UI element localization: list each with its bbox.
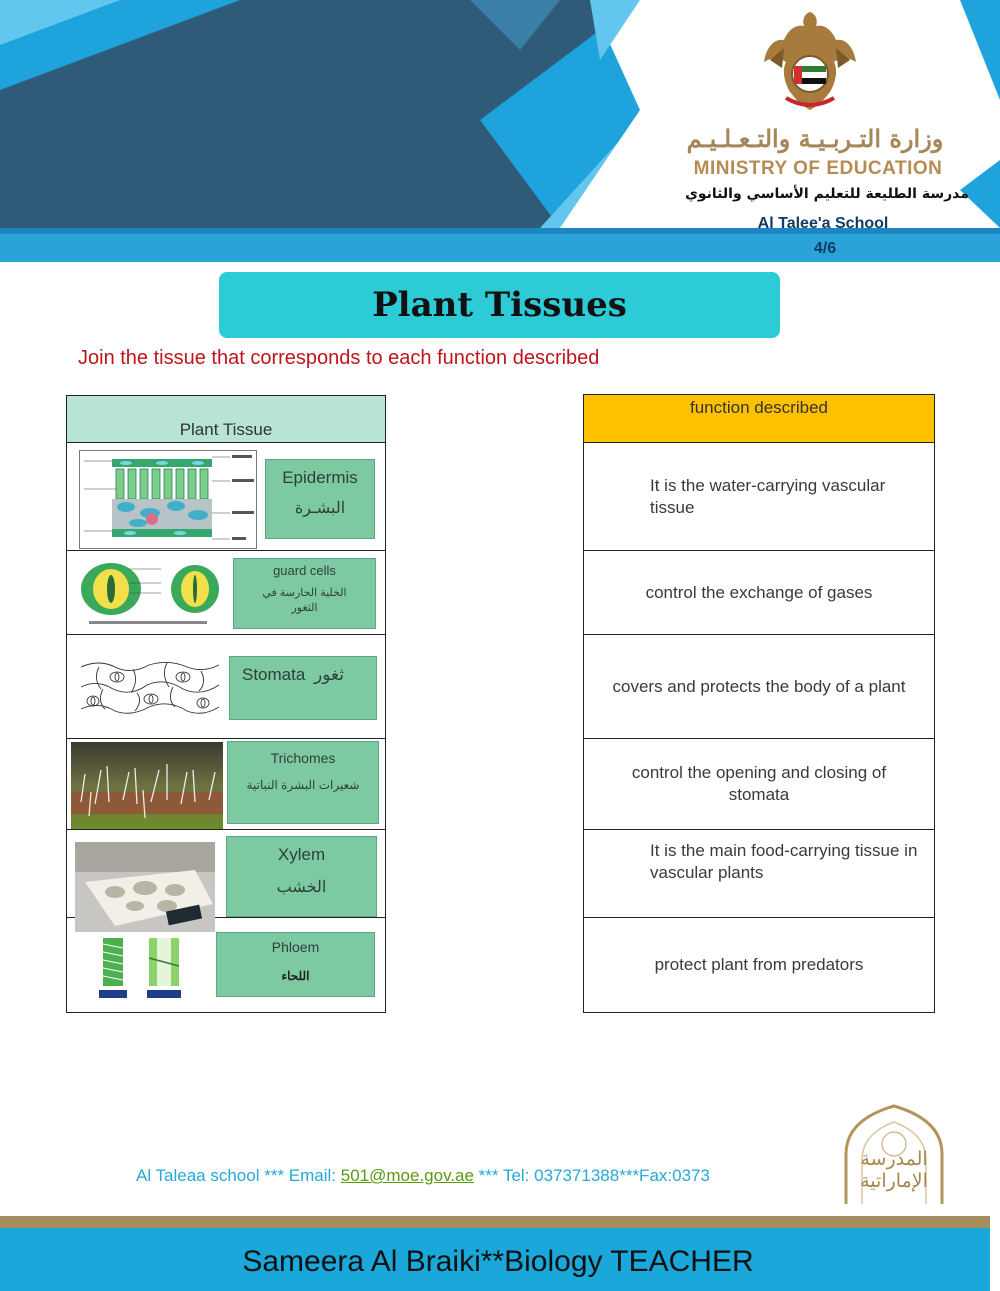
xylem-label-arabic: الخشب	[276, 879, 327, 896]
function-text-4: control the opening and closing of stomata	[631, 763, 887, 804]
email-link[interactable]: 501@moe.gov.ae	[340, 1166, 474, 1185]
school-name-english: Al Talee'a School	[757, 215, 889, 232]
function-header: function described	[584, 395, 934, 443]
epidermis-label-box	[265, 459, 375, 539]
emirati-school-logo	[828, 1100, 960, 1206]
function-text-2: control the exchange of gases	[645, 582, 873, 602]
ministry-name-english: MINISTRY OF EDUCATION	[693, 158, 943, 179]
guard-cells-label-arabic: الخلية الحارسة في الثغور	[262, 587, 347, 614]
function-row-2[interactable]	[584, 551, 934, 635]
epidermis-label: Epidermis	[282, 468, 358, 487]
stomata-label-box	[229, 656, 377, 720]
trichomes-label-arabic: شعيرات البشرة النباتية	[246, 778, 360, 792]
guard-cells-label-box	[233, 558, 376, 629]
tissue-row-guard-cells	[67, 551, 385, 635]
stomata-label: Stomata	[242, 665, 306, 684]
contact-suffix: *** Tel: 037371388***Fax:0373	[473, 1166, 710, 1185]
page-title: Plant Tissues	[372, 285, 627, 325]
logo-text-line-2: الإماراتية	[860, 1170, 928, 1192]
xylem-label-box	[226, 836, 377, 917]
instruction-text: Join the tissue that corresponds to each function described	[78, 347, 600, 369]
leaf-cross-section-image	[79, 450, 257, 549]
logo-text-line-1: المدرسة	[860, 1148, 928, 1170]
tissue-row-epidermis	[67, 444, 385, 551]
phloem-label-box	[216, 932, 375, 997]
function-text-6: protect plant from predators	[654, 955, 864, 974]
title-box	[219, 272, 780, 338]
page-number: 4/6	[813, 240, 837, 257]
guard-cells-label: guard cells	[273, 563, 336, 578]
epidermis-label-arabic: البشـرة	[294, 500, 346, 517]
guard-cells-diagram-image	[71, 557, 229, 629]
stomata-label-arabic: ثغور	[314, 665, 344, 684]
xylem-phloem-diagram-image	[93, 936, 193, 1000]
tissue-row-phloem	[67, 918, 385, 1013]
plant-tissue-header-label: Plant Tissue	[179, 420, 273, 439]
school-name-arabic: مدرسة الطليعة للتعليم الأساسي والثانوي	[685, 186, 969, 202]
function-row-4[interactable]	[584, 739, 934, 830]
contact-prefix: Al Taleaa school *** Email:	[136, 1166, 341, 1185]
ministry-block	[640, 0, 1000, 262]
function-row-1[interactable]	[584, 443, 934, 551]
trichomes-label-box	[227, 741, 379, 824]
function-text-5: It is the main food-carrying tissue in vascular plants	[650, 841, 918, 882]
function-row-3[interactable]	[584, 635, 934, 739]
function-row-5[interactable]	[584, 830, 934, 918]
function-row-6[interactable]	[584, 918, 934, 1012]
tissue-row-trichomes	[67, 739, 385, 830]
xylem-label: Xylem	[277, 845, 326, 864]
function-table	[583, 394, 935, 1013]
tissue-row-stomata	[67, 635, 385, 739]
trichomes-photo-image	[71, 742, 223, 829]
ministry-name-arabic: وزارة التـربـيـة والتـعـلـيـم	[686, 124, 944, 153]
function-text-1: It is the water-carrying vascular tissue	[650, 475, 886, 517]
stomata-sketch-image	[79, 657, 221, 721]
contact-line	[136, 1166, 710, 1186]
teacher-name: Sameera Al Braiki**Biology TEACHER	[242, 1245, 754, 1278]
phloem-label: Phloem	[271, 939, 320, 955]
footer-gold-bar	[0, 1216, 990, 1228]
phloem-label-arabic: اللحاء	[281, 969, 310, 983]
plant-tissue-header	[67, 396, 385, 443]
uae-emblem-icon	[760, 8, 860, 114]
tissue-row-xylem	[67, 830, 385, 918]
trichomes-label: Trichomes	[270, 750, 336, 766]
function-text-3: covers and protects the body of a plant	[612, 676, 906, 696]
plant-tissue-table	[66, 395, 386, 1013]
header-banner	[0, 0, 1000, 262]
